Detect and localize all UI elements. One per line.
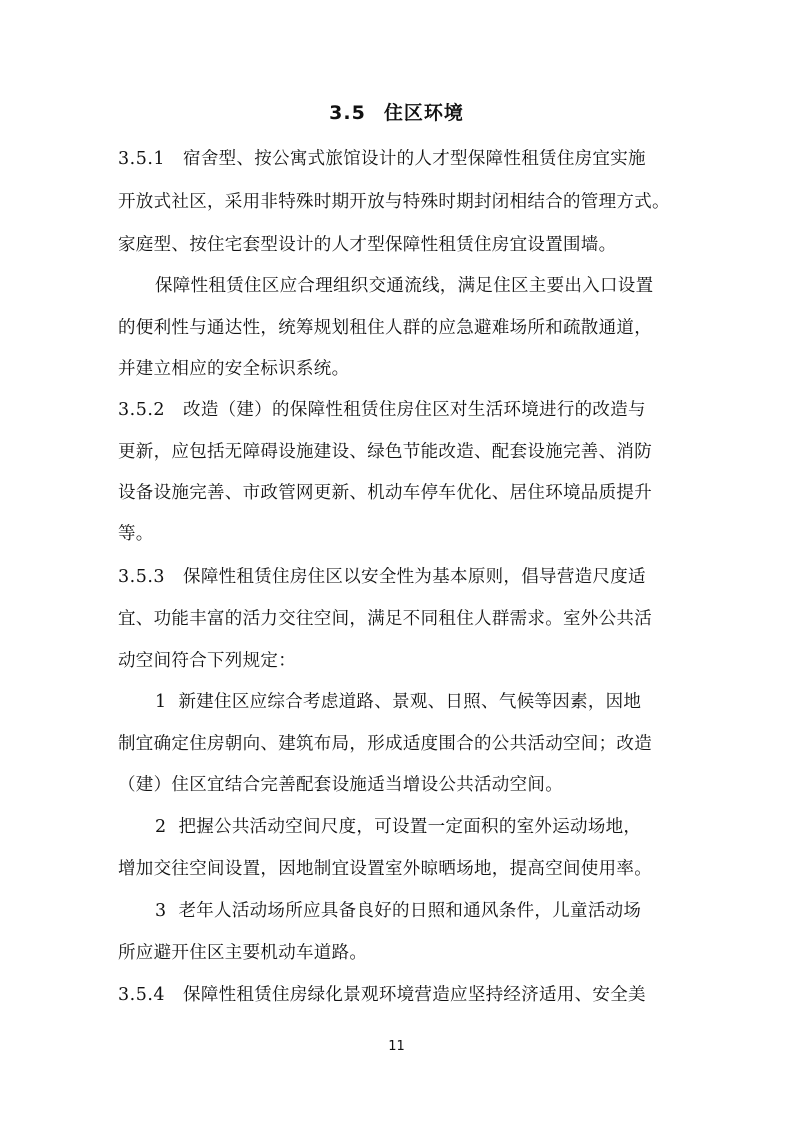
clause-3-5-1-para2-line-2: 的便利性与通达性，统筹规划租住人群的应急避难场所和疏散通道， bbox=[118, 318, 652, 338]
list-item-number: 3 bbox=[155, 901, 167, 921]
list-item-number: 2 bbox=[155, 817, 167, 837]
list-item-2-line-2: 增加交往空间设置，因地制宜设置室外晾晒场地，提高空间使用率。 bbox=[118, 859, 652, 879]
list-item-text: 新建住区应综合考虑道路、景观、日照、气候等因素，因地 bbox=[178, 692, 642, 712]
clause-number: 3.5.4 bbox=[118, 985, 166, 1005]
list-item-3-line-1 bbox=[118, 898, 715, 924]
section-title: 住区环境 bbox=[383, 102, 464, 124]
clause-text: 宿舍型、按公寓式旅馆设计的人才型保障性租赁住房宜实施 bbox=[183, 149, 646, 169]
page-number: 11 bbox=[388, 1039, 405, 1054]
clause-number: 3.5.3 bbox=[118, 567, 166, 587]
list-item-2-line-1 bbox=[118, 814, 715, 840]
section-heading bbox=[0, 99, 793, 127]
clause-text: 保障性租赁住房住区以安全性为基本原则，倡导营造尺度适 bbox=[183, 567, 646, 587]
clause-3-5-1-line-1 bbox=[118, 146, 678, 172]
list-item-1-line-2: 制宜确定住房朝向、建筑布局，形成适度围合的公共活动空间；改造 bbox=[118, 734, 652, 754]
clause-3-5-1-para2-line-1: 保障性租赁住区应合理组织交通流线，满足住区主要出入口设置 bbox=[155, 276, 654, 296]
clause-text: 保障性租赁住房绿化景观环境营造应坚持经济适用、安全美 bbox=[183, 985, 646, 1005]
clause-text: 改造（建）的保障性租赁住房住区对生活环境进行的改造与 bbox=[183, 400, 646, 420]
list-item-number: 1 bbox=[155, 692, 167, 712]
clause-3-5-2-line-4: 等。 bbox=[118, 524, 154, 544]
clause-3-5-3-line-2: 宜、功能丰富的活力交往空间，满足不同租住人群需求。室外公共活 bbox=[118, 609, 652, 629]
list-item-text: 把握公共活动空间尺度，可设置一定面积的室外运动场地， bbox=[178, 817, 642, 837]
section-number: 3.5 bbox=[329, 102, 366, 124]
clause-3-5-1-line-3: 家庭型、按住宅套型设计的人才型保障性租赁住房宜设置围墙。 bbox=[118, 235, 617, 255]
clause-3-5-1-line-2: 开放式社区，采用非特殊时期开放与特殊时期封闭相结合的管理方式。 bbox=[118, 192, 670, 212]
clause-3-5-2-line-1 bbox=[118, 397, 678, 423]
list-item-1-line-1 bbox=[118, 689, 715, 715]
clause-3-5-3-line-1 bbox=[118, 564, 678, 590]
list-item-1-line-3: （建）住区宜结合完善配套设施适当增设公共活动空间。 bbox=[118, 775, 563, 795]
clause-3-5-3-line-3: 动空间符合下列规定： bbox=[118, 651, 296, 671]
clause-3-5-4-line-1 bbox=[118, 982, 678, 1008]
clause-3-5-1-para2-line-3: 并建立相应的安全标识系统。 bbox=[118, 359, 350, 379]
clause-number: 3.5.2 bbox=[118, 400, 166, 420]
list-item-3-line-2: 所应避开住区主要机动车道路。 bbox=[118, 943, 368, 963]
clause-number: 3.5.1 bbox=[118, 149, 166, 169]
clause-3-5-2-line-3: 设备设施完善、市政管网更新、机动车停车优化、居住环境品质提升 bbox=[118, 483, 652, 503]
clause-3-5-2-line-2: 更新，应包括无障碍设施建设、绿色节能改造、配套设施完善、消防 bbox=[118, 442, 652, 462]
list-item-text: 老年人活动场所应具备良好的日照和通风条件，儿童活动场 bbox=[178, 901, 642, 921]
